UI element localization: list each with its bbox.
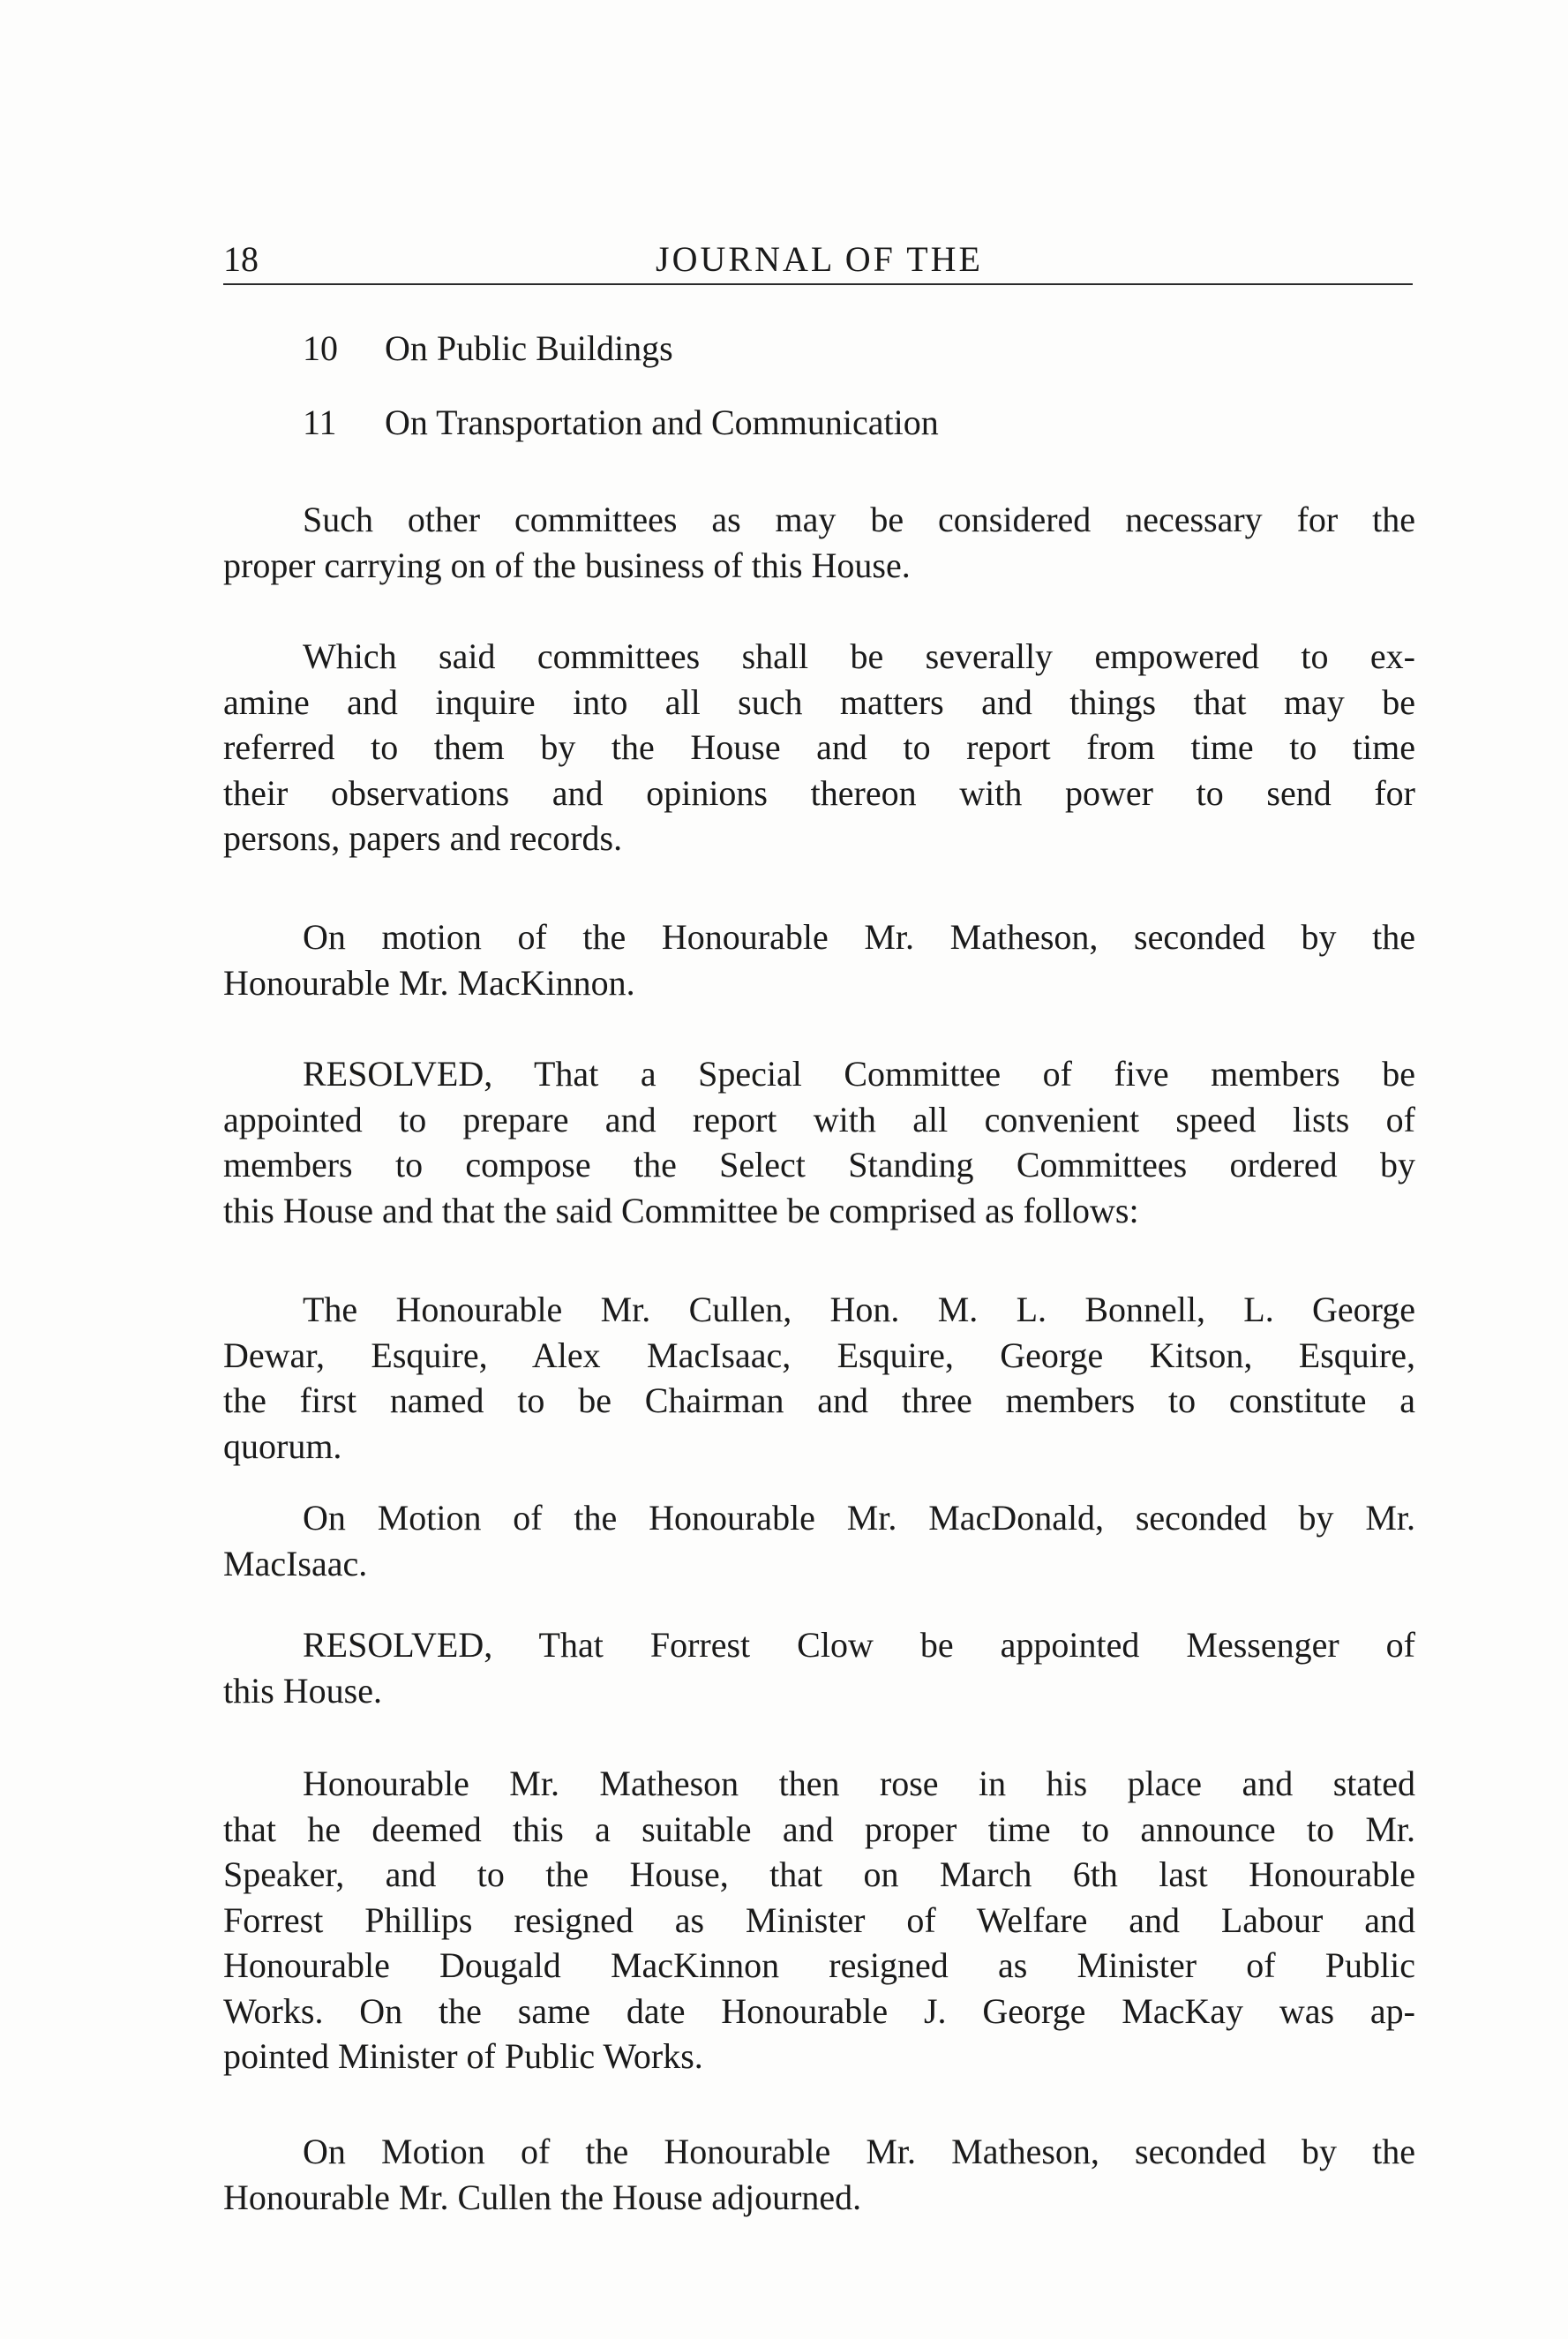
paragraph-line: Works. On the same date Honourable J. George MacKay was ap-	[223, 1990, 1415, 2031]
paragraph-line: persons, papers and records.	[223, 818, 623, 858]
paragraph-line: Forrest Phillips resigned as Minister of Welfare and Labour and	[223, 1899, 1415, 1940]
paragraph-line: The Honourable Mr. Cullen, Hon. M. L. Bonnell, L. George	[303, 1290, 1415, 1329]
paragraph-line: Honourable Dougald MacKinnon resigned as Minister of Public	[223, 1945, 1415, 1985]
committee-item	[303, 400, 1414, 474]
paragraph-line: RESOLVED, That Forrest Clow be appointed Messenger of	[303, 1625, 1415, 1665]
paragraph-committee-powers	[223, 634, 1415, 861]
paragraph-line: that he deemed this a suitable and proper time to announce to Mr.	[223, 1809, 1415, 1849]
paragraph-resolved-messenger	[223, 1622, 1415, 1713]
paragraph-line: Honourable Mr. MacKinnon.	[223, 962, 635, 1003]
paragraph-line: proper carrying on of the business of this House.	[223, 545, 911, 585]
paragraph-line: Speaker, and to the House, that on March 6th last Honourable	[223, 1854, 1415, 1894]
paragraph-ministerial-announcement	[223, 1761, 1415, 2080]
committee-list	[303, 326, 1414, 474]
paragraph-other-committees	[223, 497, 1415, 588]
paragraph-line: RESOLVED, That a Special Committee of five members be	[303, 1054, 1415, 1094]
paragraph-line: their observations and opinions thereon with power to send for	[223, 772, 1415, 813]
paragraph-committee-members	[223, 1287, 1415, 1469]
paragraph-line: On motion of the Honourable Mr. Matheson, seconded by the	[303, 917, 1415, 957]
committee-item-number: 10	[303, 328, 338, 368]
paragraph-line: appointed to prepare and report with all convenient speed lists of	[223, 1099, 1415, 1139]
paragraph-line: On Motion of the Honourable Mr. MacDonald, seconded by Mr.	[303, 1498, 1415, 1538]
paragraph-line: referred to them by the House and to report from time to time	[223, 727, 1415, 767]
paragraph-line: pointed Minister of Public Works.	[223, 2036, 703, 2076]
page-title: JOURNAL OF THE	[656, 239, 983, 279]
paragraph-line: On Motion of the Honourable Mr. Matheson, seconded by the	[303, 2132, 1415, 2171]
paragraph-line: quorum.	[223, 1425, 342, 1466]
paragraph-motion-macdonald	[223, 1495, 1415, 1586]
paragraph-line: Which said committees shall be severally empowered to ex-	[303, 636, 1415, 676]
paragraph-line: this House and that the said Committee be comprised as follows:	[223, 1190, 1139, 1230]
paragraph-resolved-special-committee	[223, 1051, 1415, 1233]
committee-item-label: On Transportation and Communication	[385, 402, 939, 442]
committee-item	[303, 326, 1414, 400]
paragraph-line: Dewar, Esquire, Alex MacIsaac, Esquire, George Kitson, Esquire,	[223, 1335, 1415, 1375]
paragraph-line: Honourable Mr. Matheson then rose in his place and stated	[303, 1764, 1415, 1803]
paragraph-line: MacIsaac.	[223, 1543, 368, 1583]
paragraph-line: members to compose the Select Standing Committees ordered by	[223, 1145, 1415, 1185]
paragraph-line: the first named to be Chairman and three members to constitute a	[223, 1380, 1415, 1420]
paragraph-line: Honourable Mr. Cullen the House adjourned.	[223, 2177, 862, 2217]
paragraph-line: Such other committees as may be considered necessary for the	[303, 500, 1415, 539]
committee-item-label: On Public Buildings	[385, 328, 673, 368]
paragraph-adjournment	[223, 2129, 1415, 2220]
paragraph-line: amine and inquire into all such matters and things that may be	[223, 681, 1415, 722]
paragraph-motion-matheson	[223, 914, 1415, 1005]
paragraph-line: this House.	[223, 1670, 382, 1711]
header-rule	[223, 283, 1413, 285]
page-number: 18	[223, 239, 259, 279]
committee-item-number: 11	[303, 402, 337, 442]
